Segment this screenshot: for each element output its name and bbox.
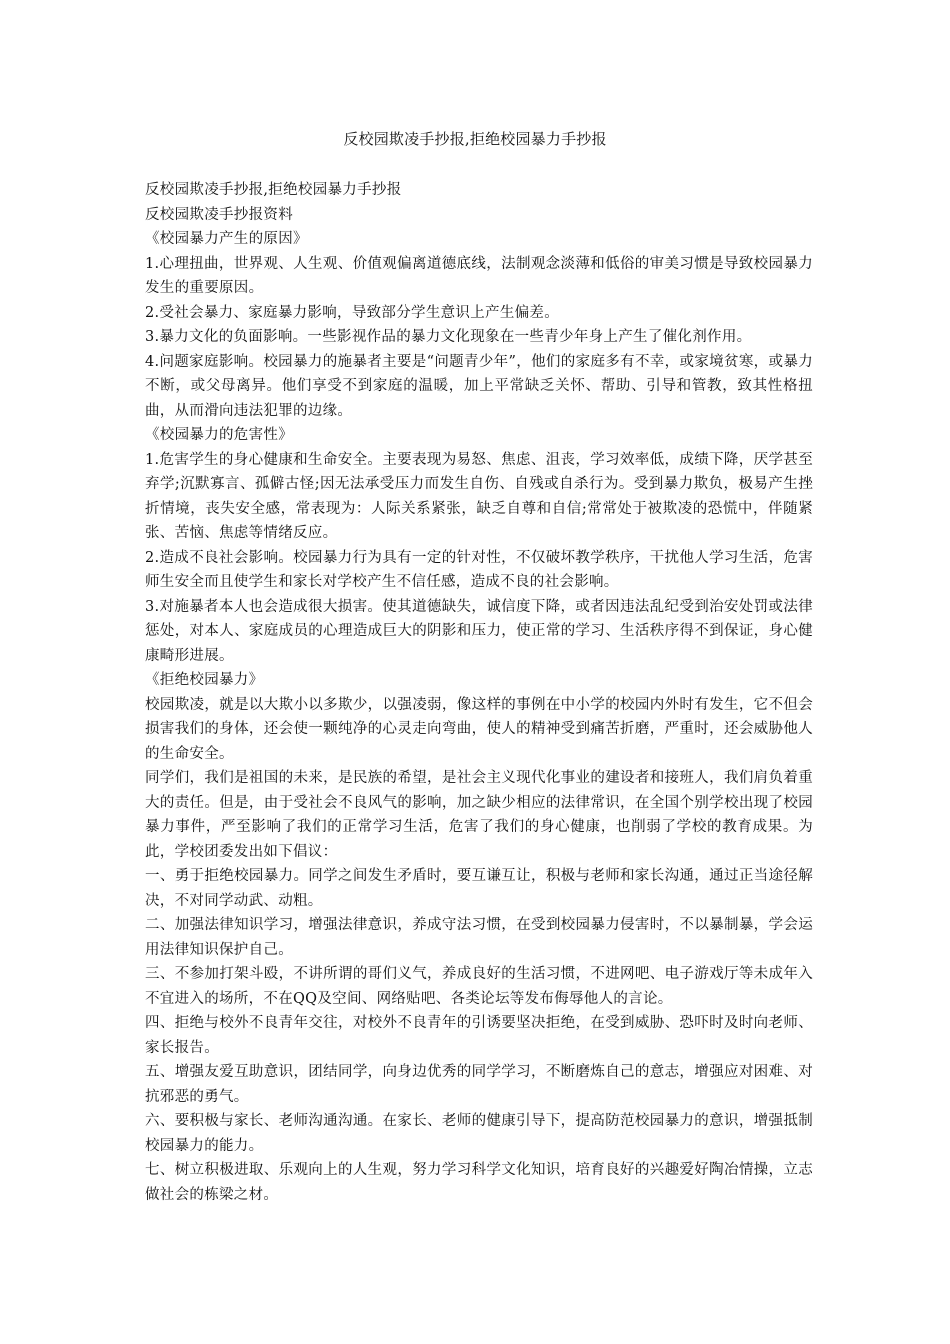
section-heading: 《校园暴力产生的原因》: [145, 231, 308, 247]
section-heading: 《校园暴力的危害性》: [145, 427, 293, 443]
paragraph: 4.问题家庭影响。校园暴力的施暴者主要是“问题青少年”，他们的家庭多有不幸，或家境贫寒，或暴力不断，或父母离异。他们享受不到家庭的温暖，加上平常缺乏关怀、帮助、引导和管教，致其性格扭曲，从而滑向违法犯罪的边缘。: [145, 353, 813, 419]
paragraph: 校园欺凌，就是以大欺小以多欺少，以强凌弱，像这样的事例在中小学的校园内外时有发生，它不但会损害我们的身体，还会使一颗纯净的心灵走向弯曲，使人的精神受到痛苦折磨，严重时，还会威胁他人的生命安全。: [145, 696, 813, 762]
paragraph: 三、不参加打架斗殴，不讲所谓的哥们义气，养成良好的生活习惯，不进网吧、电子游戏厅等未成年入不宜进入的场所，不在QQ及空间、网络贴吧、各类论坛等发布侮辱他人的言论。: [145, 966, 813, 1007]
section-heading: 《拒绝校园暴力》: [145, 672, 264, 688]
paragraph: 五、增强友爱互助意识，团结同学，向身边优秀的同学学习，不断磨炼自己的意志，增强应对困难、对抗邪恶的勇气。: [145, 1064, 813, 1105]
paragraph: 反校园欺凌手抄报资料: [145, 206, 293, 223]
paragraph: 一、勇于拒绝校园暴力。同学之间发生矛盾时，要互谦互让，积极与老师和家长沟通，通过正当途径解决，不对同学动武、动粗。: [145, 868, 813, 909]
paragraph: 3.对施暴者本人也会造成很大损害。使其道德缺失，诚信度下降，或者因违法乱纪受到治安处罚或法律惩处，对本人、家庭成员的心理造成巨大的阴影和压力，使正常的学习、生活秩序得不到保证，身心健康畸形进展。: [145, 598, 813, 664]
paragraph: 3.暴力文化的负面影响。一些影视作品的暴力文化现象在一些青少年身上产生了催化剂作用。: [145, 329, 752, 345]
paragraph: 同学们，我们是祖国的未来，是民族的希望，是社会主义现代化事业的建设者和接班人，我们肩负着重大的责任。但是，由于受社会不良风气的影响，加之缺少相应的法律常识，在全国个别学校出现了校园暴力事件，严至影响了我们的正常学习生活，危害了我们的身心健康，也削弱了学校的教育成果。为此，学校团委发出如下倡议：: [145, 770, 813, 860]
paragraph: 2.造成不良社会影响。校园暴力行为具有一定的针对性，不仅破坏教学秩序，干扰他人学习生活，危害师生安全而且使学生和家长对学校产生不信任感，造成不良的社会影响。: [145, 549, 813, 590]
document-body: [145, 178, 813, 1207]
paragraph: 1.心理扭曲，世界观、人生观、价值观偏离道德底线，法制观念淡薄和低俗的审美习惯是导致校园暴力发生的重要原因。: [145, 255, 813, 296]
paragraph: 1.危害学生的身心健康和生命安全。主要表现为易怒、焦虑、沮丧，学习效率低，成绩下降，厌学甚至弃学;沉默寡言、孤僻古怪;因无法承受压力而发生自伤、自残或自杀行为。受到暴力欺负，极易产生挫折情境，丧失安全感，常表现为：人际关系紧张，缺乏自尊和自信;常常处于被欺凌的恐慌中，伴随紧张、苦恼、焦虑等情绪反应。: [145, 451, 813, 541]
document-title: 反校园欺凌手抄报,拒绝校园暴力手抄报: [343, 130, 607, 148]
paragraph: 四、拒绝与校外不良青年交往，对校外不良青年的引诱要坚决拒绝，在受到威胁、恐吓时及时向老师、家长报告。: [145, 1015, 813, 1056]
paragraph: 六、要积极与家长、老师沟通沟通。在家长、老师的健康引导下，提高防范校园暴力的意识，增强抵制校园暴力的能力。: [145, 1113, 813, 1154]
paragraph: 反校园欺凌手抄报,拒绝校园暴力手抄报: [145, 182, 402, 198]
paragraph: 2.受社会暴力、家庭暴力影响，导致部分学生意识上产生偏差。: [145, 304, 560, 321]
paragraph: 七、树立积极进取、乐观向上的人生观，努力学习科学文化知识，培育良好的兴趣爱好陶冶情操，立志做社会的栋梁之材。: [145, 1162, 813, 1203]
paragraph: 二、加强法律知识学习，增强法律意识，养成守法习惯，在受到校园暴力侵害时，不以暴制暴，学会运用法律知识保护自己。: [145, 917, 813, 958]
